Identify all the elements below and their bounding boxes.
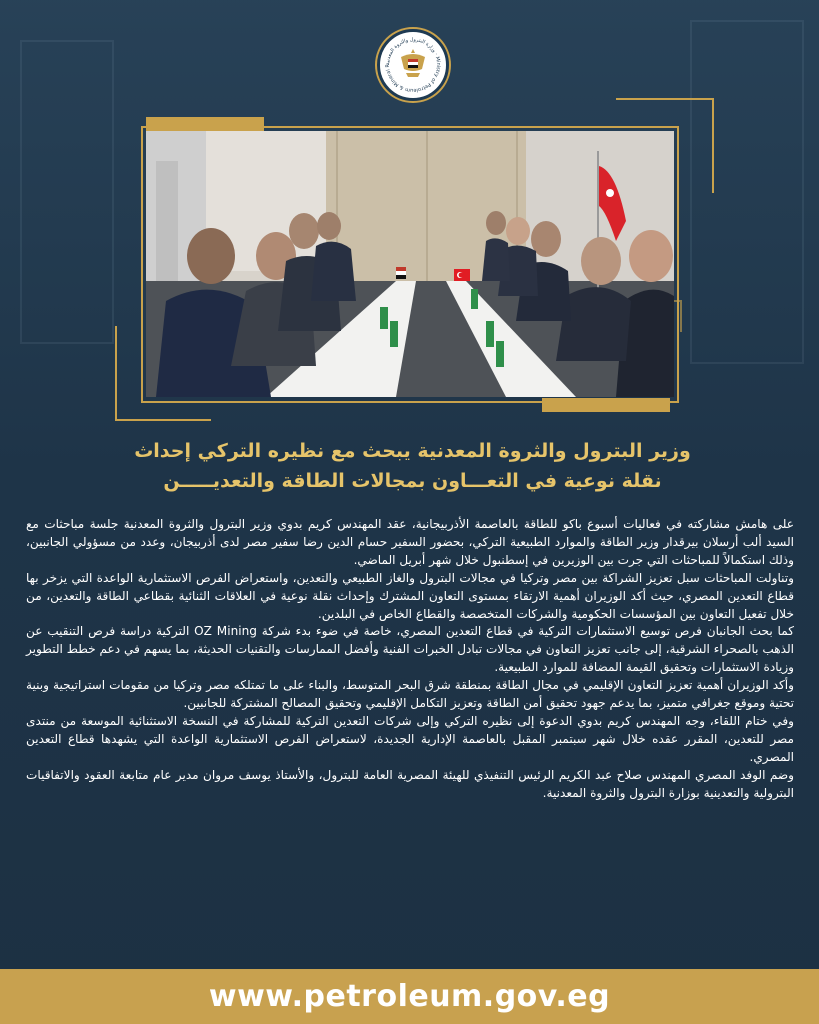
turkey-flag-icon xyxy=(454,269,470,281)
headline-line-1: وزير البترول والثروة المعدنية يبحث مع نظيره التركي إحداث xyxy=(134,440,691,462)
egypt-eagle-icon xyxy=(398,47,428,81)
article-paragraph-2: وتناولت المباحثات سبل تعزيز الشراكة بين مصر وتركيا في مجالات البترول والغاز الطبيعي والتعدين، واستعراض الفرص الاستثمارية الواعدة التي يزخر بها قطاع التعدين المصري، حيث أكد الوزيران أهمية الارتقاء بمستوى التعاون المشترك وإحداث نقلة نوعية في العلاقات الثنائية بقطاعي الطاقة والتعدين، من خلال تفعيل التعاون بين المؤسسات الحكومية والشركات المتخصصة والقطاع الخاص في البلدين. xyxy=(26,570,794,621)
website-link[interactable]: www.petroleum.gov.eg xyxy=(208,979,611,1014)
article-paragraph-5: وفي ختام اللقاء، وجه المهندس كريم بدوي الدعوة إلى نظيره التركي وإلى شركات التعدين التركية للمشاركة في النسخة الاستثنائية الموسعة من منتدى مصر للتعدين، المقرر عقده خلال شهر سبتمبر المقبل بالعاصمة الإدارية الجديدة، لاستعراض الفرص الاستثمارية الواعدة التي يشهدها قطاع التعدين المصري. xyxy=(26,713,794,764)
footer-bar xyxy=(0,969,819,1024)
logo-ring-text: وزارة البترول والثروة المعدنية · Ministry of Petroleum & Mineral R xyxy=(384,36,442,94)
article-paragraph-1: على هامش مشاركته في فعاليات أسبوع باكو للطاقة بالعاصمة الأذربيجانية، عقد المهندس كريم بدوي وزير البترول والثروة المعدنية جلسة مباحثات مع السيد ألب أرسلان بيرقدار وزير الطاقة والموارد الطبيعية التركي، بحضور السفير حسام الدين رضا سفير مصر لدى أذربيجان، وعدد من مسؤولي الجانبين، وذلك استكمالاً للمباحثات التي جرت بين الوزيرين في إسطنبول خلال شهر أبريل الماضي. xyxy=(26,517,794,567)
article-body xyxy=(26,516,794,956)
article-paragraph-3: كما بحث الجانبان فرص توسيع الاستثمارات التركية في قطاع التعدين المصري، خاصة في ضوء بدء شركة OZ Mining التركية دراسة فرص التنقيب عن الذهب بالصحراء الشرقية، إلى جانب تعزيز التعاون في مجالات تبادل الخبرات الفنية وأفضل الممارسات والتقنيات الحديثة، بما يسهم في دعم خطط التطوير وزيادة الاستثمارات وتحقيق القيمة المضافة للموارد الطبيعية. xyxy=(26,624,794,675)
article-paragraph-4: وأكد الوزيران أهمية تعزيز التعاون الإقليمي في مجال الطاقة بمنطقة شرق البحر المتوسط، والبناء على ما تمتلكه مصر وتركيا من مقومات استراتيجية وبنية تحتية وموقع جغرافي متميز، بما يدعم جهود تحقيق أمن الطاقة وتعزيز التكامل الإقليمي وتحقيق المصالح المشتركة للجانبين. xyxy=(26,678,794,711)
meeting-photo-drawing xyxy=(146,131,674,397)
headline xyxy=(120,436,705,496)
ministry-logo xyxy=(377,29,449,101)
meeting-photo xyxy=(146,131,674,397)
background-crane-left xyxy=(20,40,114,344)
frame-bar-bottom xyxy=(542,398,670,412)
article-paragraph-6: وضم الوفد المصري المهندس صلاح عبد الكريم الرئيس التنفيذي للهيئة المصرية العامة للبترول، والأستاذ يوسف مروان مدير عام متابعة العقود والاتفاقيات البترولية والتعدينية بوزارة البترول والثروة المعدنية. xyxy=(26,767,794,800)
headline-line-2: نقلة نوعية في التعـــاون بمجالات الطاقة والتعديـــــن xyxy=(163,470,662,492)
egypt-flag-icon xyxy=(396,267,406,279)
